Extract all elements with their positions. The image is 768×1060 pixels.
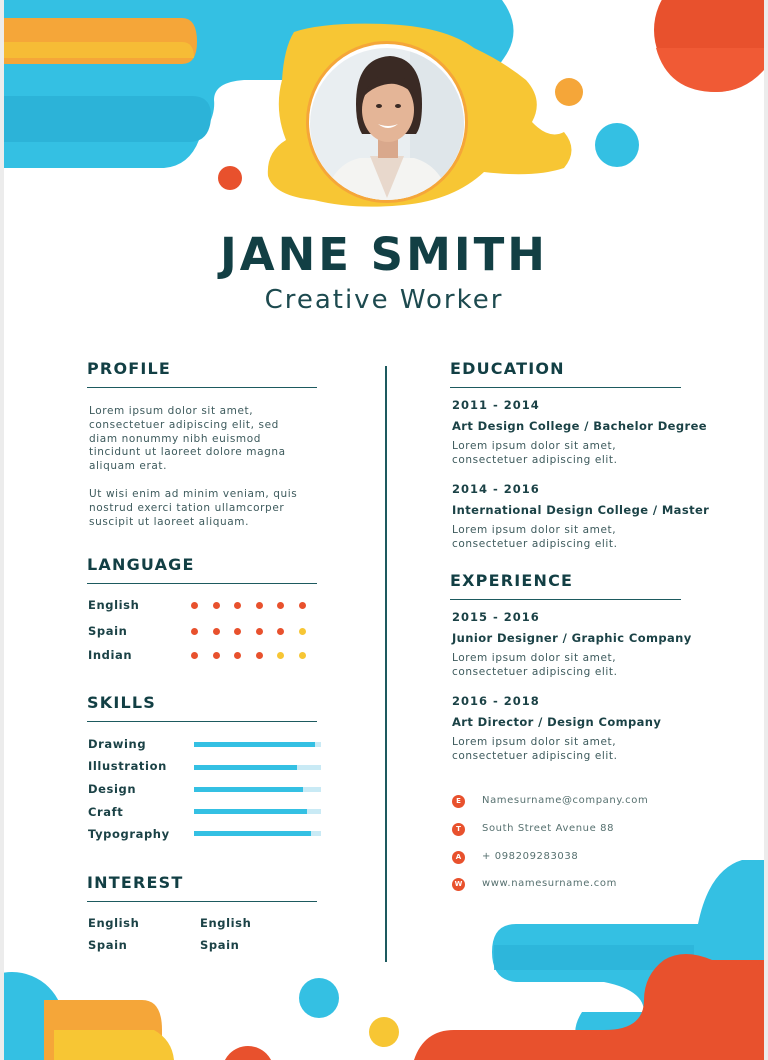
skill-label: Design <box>88 782 137 796</box>
language-label: Indian <box>88 648 133 662</box>
language-level-dots <box>191 628 306 635</box>
experience-title: Junior Designer / Graphic Company <box>452 631 692 645</box>
language-heading: LANGUAGE <box>87 555 195 574</box>
experience-line: consectetuer adipiscing elit. <box>452 665 618 678</box>
interest-item: English <box>200 916 252 930</box>
interest-item: Spain <box>88 938 128 952</box>
skill-label: Illustration <box>88 759 167 773</box>
language-level-dot <box>234 628 241 635</box>
language-level-dot <box>213 652 220 659</box>
language-level-dot <box>191 628 198 635</box>
email-icon: E <box>452 795 465 808</box>
language-level-dot <box>213 628 220 635</box>
experience-rule <box>450 599 681 600</box>
experience-heading: EXPERIENCE <box>450 571 574 590</box>
website-icon: W <box>452 878 465 891</box>
language-label: English <box>88 598 140 612</box>
profile-line: diam nonummy nibh euismod <box>89 432 262 445</box>
education-title: Art Design College / Bachelor Degree <box>452 419 707 433</box>
education-years: 2011 - 2014 <box>452 398 540 412</box>
language-level-dot <box>256 602 263 609</box>
interest-item: Spain <box>200 938 240 952</box>
candidate-title: Creative Worker <box>264 285 504 315</box>
profile-paragraph-1 <box>89 405 311 474</box>
skill-bar-fill <box>194 809 307 814</box>
language-level-dot <box>277 628 284 635</box>
profile-line: Ut wisi enim ad minim veniam, quis <box>89 488 298 500</box>
resume-page <box>4 0 764 1060</box>
language-level-dot <box>299 652 306 659</box>
column-divider <box>385 366 387 962</box>
profile-photo <box>310 48 464 200</box>
language-label: Spain <box>88 624 128 638</box>
skill-bar <box>194 831 321 836</box>
skill-bar-fill <box>194 742 315 747</box>
education-description <box>452 440 674 468</box>
contact-email[interactable]: Namesurname@company.com <box>482 795 649 806</box>
interest-rule <box>87 901 317 902</box>
language-level-dot <box>234 602 241 609</box>
skills-rule <box>87 721 317 722</box>
experience-line: consectetuer adipiscing elit. <box>452 749 618 762</box>
profile-line: suscipit ut laoreet aliquam. <box>89 515 250 528</box>
profile-line: consectetuer adipiscing elit, sed <box>89 418 279 431</box>
language-level-dot <box>256 628 263 635</box>
education-years: 2014 - 2016 <box>452 482 540 496</box>
contact-address: South Street Avenue 88 <box>482 823 615 834</box>
language-level-dot <box>299 602 306 609</box>
language-level-dot <box>277 652 284 659</box>
skill-bar <box>194 765 321 770</box>
experience-line: Lorem ipsum dolor sit amet, <box>452 736 617 748</box>
skill-label: Drawing <box>88 737 147 751</box>
experience-years: 2015 - 2016 <box>452 610 540 624</box>
education-title: International Design College / Master <box>452 503 710 517</box>
profile-heading: PROFILE <box>87 359 172 378</box>
address-icon: T <box>452 823 465 836</box>
contact-phone[interactable]: + 098209283038 <box>482 851 579 862</box>
experience-line: Lorem ipsum dolor sit amet, <box>452 652 617 664</box>
phone-icon: A <box>452 851 465 864</box>
skill-bar <box>194 787 321 792</box>
profile-line: tincidunt ut laoreet dolore magna <box>89 446 286 459</box>
language-level-dots <box>191 602 306 609</box>
profile-rule <box>87 387 317 388</box>
language-level-dots <box>191 652 306 659</box>
education-line: Lorem ipsum dolor sit amet, <box>452 440 617 452</box>
skills-heading: SKILLS <box>87 693 156 712</box>
education-rule <box>450 387 681 388</box>
education-description <box>452 524 674 552</box>
language-level-dot <box>256 652 263 659</box>
skill-label: Craft <box>88 805 124 819</box>
skill-bar-fill <box>194 831 311 836</box>
language-level-dot <box>234 652 241 659</box>
experience-years: 2016 - 2018 <box>452 694 540 708</box>
skill-bar-fill <box>194 765 297 770</box>
profile-line: Lorem ipsum dolor sit amet, <box>89 405 254 417</box>
education-line: consectetuer adipiscing elit. <box>452 453 618 466</box>
contact-website[interactable]: www.namesurname.com <box>482 878 617 889</box>
language-level-dot <box>191 652 198 659</box>
education-line: Lorem ipsum dolor sit amet, <box>452 524 617 536</box>
candidate-name: JANE SMITH <box>220 228 548 281</box>
language-rule <box>87 583 317 584</box>
skill-bar <box>194 742 321 747</box>
profile-line: aliquam erat. <box>89 460 168 473</box>
profile-line: nostrud exerci tation ullamcorper <box>89 501 285 514</box>
education-heading: EDUCATION <box>450 359 565 378</box>
language-level-dot <box>191 602 198 609</box>
skill-bar <box>194 809 321 814</box>
profile-paragraph-2 <box>89 488 311 529</box>
experience-description <box>452 652 674 680</box>
language-level-dot <box>213 602 220 609</box>
skill-bar-fill <box>194 787 303 792</box>
skill-label: Typography <box>88 827 170 841</box>
experience-title: Art Director / Design Company <box>452 715 662 729</box>
interest-heading: INTEREST <box>87 873 184 892</box>
language-level-dot <box>299 628 306 635</box>
interest-item: English <box>88 916 140 930</box>
experience-description <box>452 736 674 764</box>
language-level-dot <box>277 602 284 609</box>
education-line: consectetuer adipiscing elit. <box>452 537 618 550</box>
